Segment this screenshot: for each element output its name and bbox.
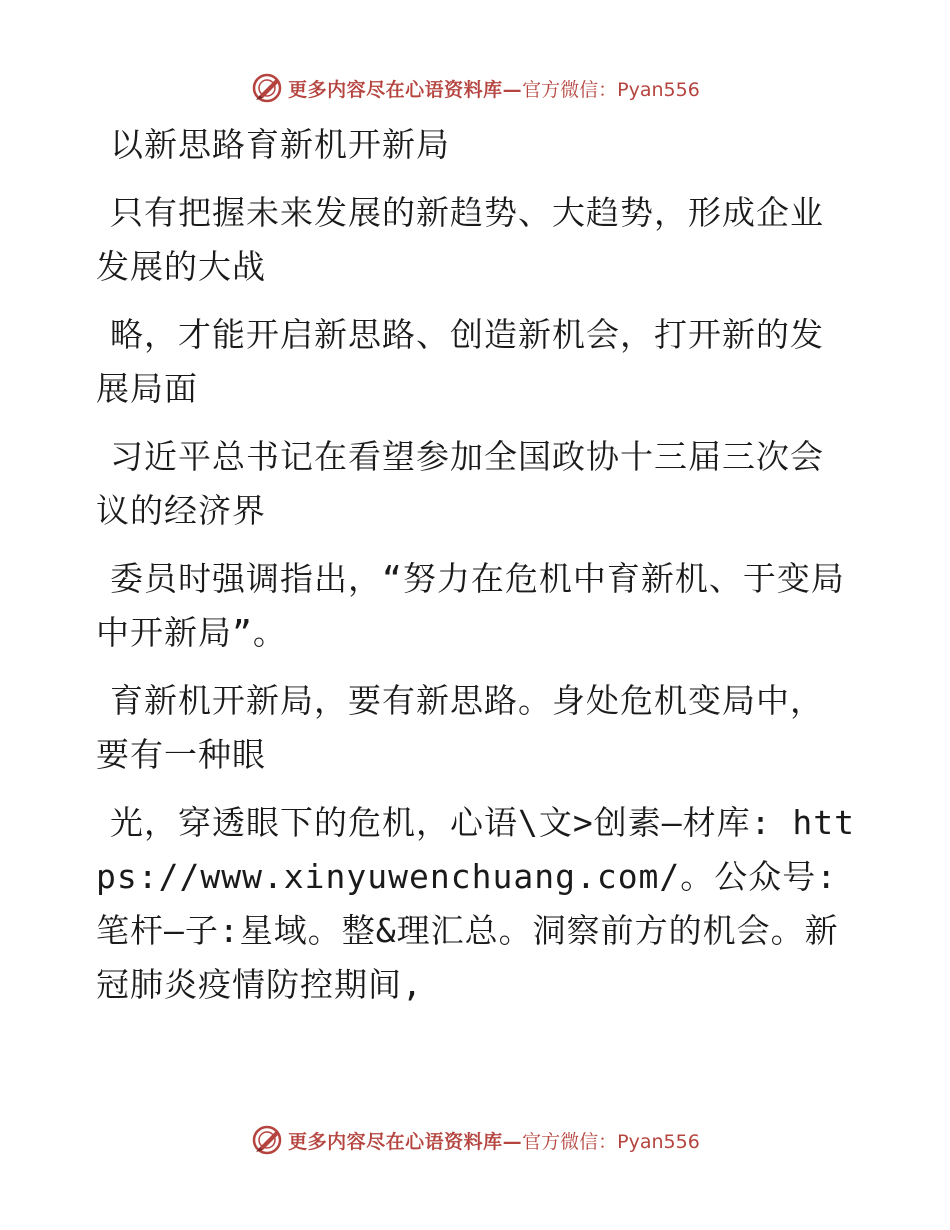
paragraph: 育新机开新局，要有新思路。身处危机变局中，要有一种眼	[96, 681, 824, 774]
banner-wechat: 官方微信：Pyan556	[522, 1130, 700, 1153]
header-banner	[0, 68, 950, 108]
pen-nib-logo-icon	[250, 1123, 284, 1157]
banner-text: 更多内容尽在心语资料库—	[288, 78, 523, 101]
document-body	[96, 118, 856, 1026]
paragraph: 光，穿透眼下的危机，心语\文>创素—材库: https://www.xinyuwenchuang.com/。公众号: 笔杆—子:星域。整&理汇总。洞察前方的机会。新冠肺炎疫情防控期间,	[96, 803, 855, 1004]
footer-banner	[0, 1120, 950, 1160]
paragraph-title: 以新思路育新机开新局	[110, 125, 450, 164]
paragraph: 略，才能开启新思路、创造新机会，打开新的发展局面	[96, 315, 824, 408]
paragraph: 习近平总书记在看望参加全国政协十三届三次会议的经济界	[96, 437, 824, 530]
banner-wechat: 官方微信：Pyan556	[522, 78, 700, 101]
banner-text: 更多内容尽在心语资料库—	[288, 1130, 523, 1153]
paragraph: 只有把握未来发展的新趋势、大趋势，形成企业发展的大战	[96, 193, 824, 286]
paragraph: 委员时强调指出，“努力在危机中育新机、于变局中开新局”。	[96, 559, 845, 652]
pen-nib-logo-icon	[250, 71, 284, 105]
